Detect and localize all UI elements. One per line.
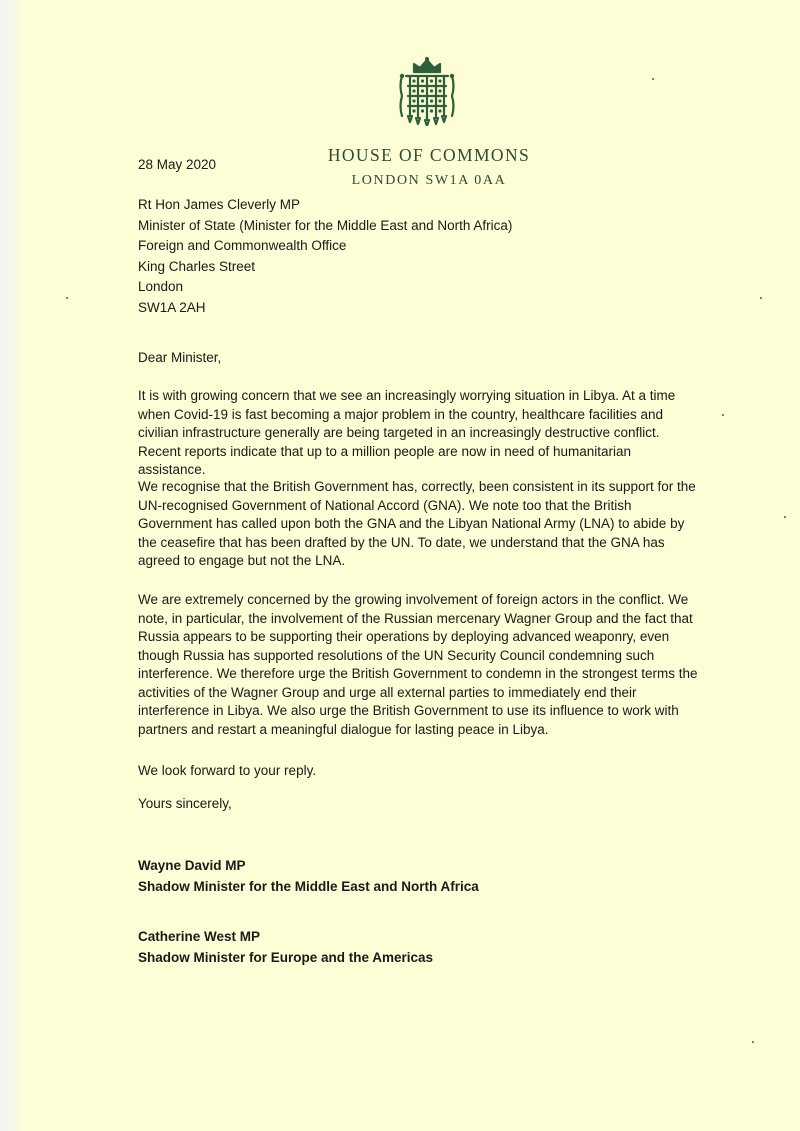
scan-speck	[752, 1041, 754, 1043]
salutation: Dear Minister,	[138, 350, 222, 365]
recipient-address-block	[138, 195, 512, 318]
signatory-2-title: Shadow Minister for Europe and the Americas	[138, 950, 434, 965]
recipient-city: London	[138, 279, 184, 294]
scan-speck	[722, 414, 724, 416]
recipient-office: Foreign and Commonwealth Office	[138, 238, 347, 253]
recipient-street: King Charles Street	[138, 258, 256, 274]
body-paragraph-2: We recognise that the British Government has, correctly, been consistent in its support for the UN-recognised Government of National Accord (GNA). We note too that the British Government has called upon both the GNA and the Libyan National Army (LNA) to abide by the ceasefire that has been drafted by the UN. To date, we understand that the GNA has agreed to engage but not the LNA.	[138, 479, 696, 568]
scan-speck	[760, 297, 762, 299]
reply-line: We look forward to your reply.	[138, 763, 317, 778]
sign-off: Yours sincerely,	[138, 796, 232, 811]
scan-speck	[784, 516, 786, 518]
portcullis-icon	[396, 56, 458, 126]
signatory-1	[138, 855, 479, 897]
letterhead-house-name: HOUSE OF COMMONS	[327, 145, 531, 165]
signatory-1-title: Shadow Minister for the Middle East and North Africa	[138, 879, 479, 894]
signatory-2	[138, 926, 433, 968]
scan-speck	[66, 297, 68, 299]
recipient-title: Minister of State (Minister for the Middle East and North Africa)	[138, 217, 513, 233]
scan-edge-shadow	[0, 0, 22, 1131]
body-paragraph-1: It is with growing concern that we see an increasingly worrying situation in Libya. At a time when Covid-19 is fast becoming a major problem in the country, healthcare facilities and civilian infrastructure generally are being targeted in an increasingly destructive conflict. Recent reports indicate that up to a million people are now in need of humanitarian assistance.	[138, 388, 676, 477]
recipient-postcode: SW1A 2AH	[138, 299, 206, 315]
recipient-name: Rt Hon James Cleverly MP	[138, 197, 301, 212]
letterhead-address: LONDON SW1A 0AA	[351, 173, 507, 188]
scan-speck	[652, 78, 654, 80]
signatory-1-name: Wayne David MP	[138, 858, 246, 873]
signatory-2-name: Catherine West MP	[138, 929, 261, 944]
body-paragraph-3: We are extremely concerned by the growing involvement of foreign actors in the conflict. We note, in particular, the involvement of the Russian mercenary Wagner Group and the fact that Russia appears to be supporting their operations by deploying advanced weaponry, even though Russia has supported resolutions of the UN Security Council condemning such interference. We therefore urge the British Government to condemn in the strongest terms the activities of the Wagner Group and urge all external parties to immediately end their interference in Libya. We also urge the British Government to use its influence to work with partners and restart a meaningful dialogue for lasting peace in Libya.	[138, 592, 698, 737]
letter-date: 28 May 2020	[138, 157, 217, 172]
